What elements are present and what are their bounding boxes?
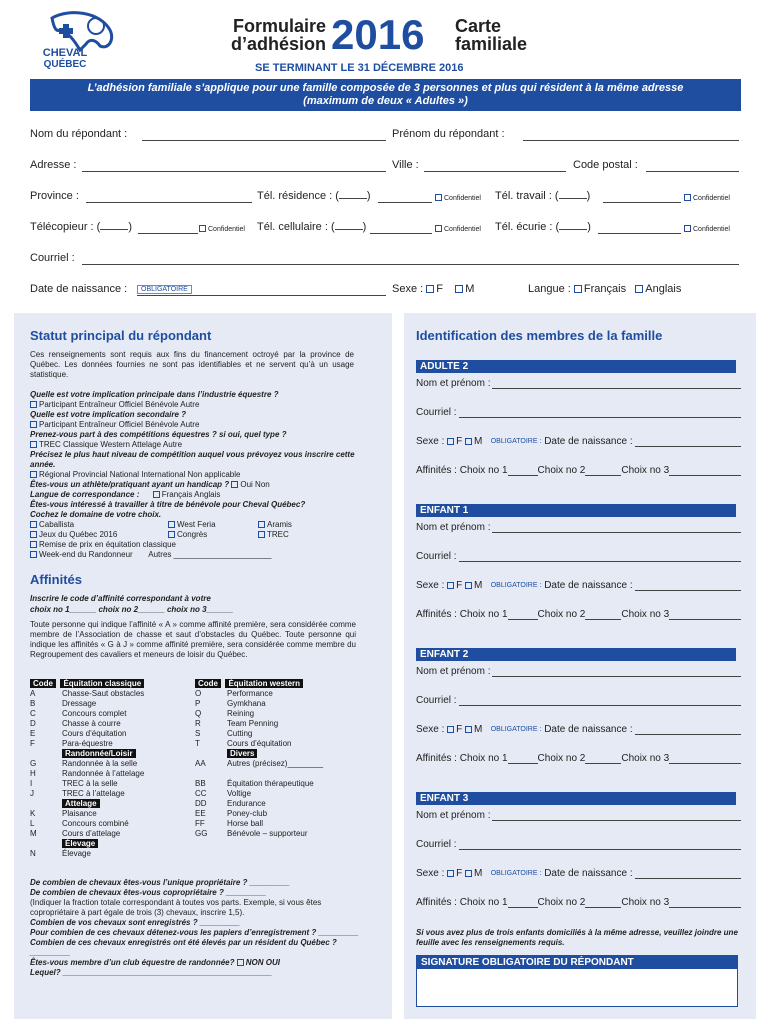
affinity-code-row — [195, 769, 355, 779]
affinity-code-row: I TREC à la selle — [30, 779, 118, 788]
affinity-code-row: S Cutting — [195, 729, 253, 738]
ville-label: Ville : — [392, 159, 419, 171]
member-courriel[interactable]: Courriel : — [416, 407, 741, 418]
affinity-code-row: DD Endurance — [195, 799, 266, 808]
statut-questions: Quelle est votre implication principale dans l’industrie équestre ? Participant Entraîneur Officiel Bénévole Autre Quelle est votre implication secondaire ? Participant Entraîneur Officiel Bénévole Autre Prenez-vous part à des compétitions équestres ? si oui, quel type ? TREC Classique Western Attelage Autre Précisez le plus haut niveau de compétition auquel vous prévoyez vous inscrire cette année. Régional Provincial National International Non applicable Êtes-vous un athlète/pratiquant ayant un handicap ? Oui Non Langue de correspondance : Français Anglais Êtes-vous intéressé à travailler à titre de bénévole pour Cheval Québec? Cochez le domaine de votre choix. Caballista West Feria Aramis Jeux du Québec 2016 Congrès TREC Remise de prix en équitation classique Week-end du Randonneur Autres ______________________ — [30, 390, 355, 559]
tel-cell-label: Tél. cellulaire : ( ) — [257, 221, 367, 233]
affinity-code-row: M Cours d’attelage — [30, 829, 121, 838]
affinity-code-row: EE Poney-club — [195, 809, 268, 818]
banner: L’adhésion familiale s’applique pour une famille composée de 3 personnes et plus qui résident à la même adresse (maximum de deux « Adultes ») — [30, 79, 741, 111]
tel-res-confidentiel[interactable]: Confidentiel — [435, 192, 481, 202]
naissance-obligatoire: OBLIGATOIRE — [137, 283, 192, 293]
province-label: Province : — [30, 190, 79, 202]
logo-text: CHEVAL QUÉBEC — [42, 47, 88, 70]
adresse-label: Adresse : — [30, 159, 77, 171]
member-affinites[interactable]: Affinités : Choix no 1 Choix no 2 Choix no 3 — [416, 465, 741, 476]
langue-fr-checkbox[interactable] — [574, 285, 582, 293]
ville-field[interactable] — [424, 171, 566, 172]
chevaux-questions: De combien de chevaux êtes-vous l’unique propriétaire ? _________ De combien de chevaux êtes-vous copropriétaire ? _________ (Indiquer la fraction totale correspondant à toutes vos parts. Exemple, si vous êtes copropriétaire à part égale de trois (3) chevaux, inscrire 1,5). Combien de vos chevaux sont enregistrés ? _________ Pour combien de ces chevaux détenez-vous les papiers d’enregistrement ? _________ Combien de ces chevaux enregistrés ont été élevés par un résident du Québec ? _________ Êtes-vous membre d’un club équestre de randonnée? NON OUI Lequel? _______________________________________________ — [30, 878, 359, 977]
sexe-f-checkbox[interactable] — [426, 285, 434, 293]
member-affinites[interactable]: Affinités : Choix no 1 Choix no 2 Choix no 3 — [416, 753, 741, 764]
member-title: ENFANT 3 — [416, 792, 736, 805]
prenom-label: Prénom du répondant : — [392, 128, 505, 140]
member-title: ADULTE 2 — [416, 360, 736, 373]
affinity-code-row: BB Équitation thérapeutique — [195, 779, 314, 788]
year: 2016 — [331, 11, 425, 58]
prenom-field[interactable] — [523, 140, 739, 141]
title-left: Formulaire d’adhésion — [230, 16, 326, 54]
affinity-code-row: P Gymkhana — [195, 699, 266, 708]
affinity-code-row: L Concours combiné — [30, 819, 129, 828]
member-block — [416, 648, 741, 764]
affinity-code-row: G Randonnée à la selle — [30, 759, 138, 768]
affinites-instr: Inscrire le code d’affinité correspondant à votre — [30, 594, 211, 603]
tel-travail-label: Tél. travail : ( ) — [495, 190, 591, 202]
affinites-choix[interactable]: choix no 1______ choix no 2______ choix no 3______ — [30, 605, 234, 614]
affinites-desc: Toute personne qui indique l’affinité « A » comme affinité première, sera considérée comme membre de l’Association de chasse et saut d’obstacles du Québec. Toute personne qui indique les affinités « G à J » comme affinité première, sera considérée comme membre du Regroupement des cavaliers et meneurs de loisir du Québec. — [30, 620, 356, 659]
ending-date: SE TERMINANT LE 31 DÉCEMBRE 2016 — [255, 62, 464, 74]
tel-travail-confidentiel[interactable]: Confidentiel — [684, 192, 730, 202]
tel-ecurie-field[interactable] — [598, 233, 681, 234]
member-courriel[interactable]: Courriel : — [416, 695, 741, 706]
tel-travail-field[interactable] — [603, 202, 681, 203]
member-block — [416, 360, 741, 476]
member-title: ENFANT 1 — [416, 504, 736, 517]
affinity-code-row: H Randonnée à l’attelage — [30, 769, 145, 778]
affinity-code-row: E Cours d’équitation — [30, 729, 127, 738]
code-postal-label: Code postal : — [573, 159, 638, 171]
member-sexe: Sexe : F M OBLIGATOIRE : Date de naissance : — [416, 868, 741, 879]
nom-label: Nom du répondant : — [30, 128, 128, 140]
codes-western: Code Équitation western O Performance P Gymkhana Q Reining R Team Penning S Cutting T Cours d’équitation Divers AA Autres (précisez)________ BB Équitation thérapeutique CC Voltige DD Endurance EE Poney-club FF Horse ball GG Bénévole – supporteur — [195, 679, 355, 839]
affinity-code-row: N Élevage — [30, 849, 91, 858]
affinity-code-row: FF Horse ball — [195, 819, 264, 828]
tel-cell-confidentiel[interactable]: Confidentiel — [435, 223, 481, 233]
tel-ecurie-confidentiel[interactable]: Confidentiel — [684, 223, 730, 233]
affinity-code-row: CC Voltige — [195, 789, 252, 798]
member-courriel[interactable]: Courriel : — [416, 839, 741, 850]
tel-cell-field[interactable] — [370, 233, 432, 234]
codes-classique: Code Équitation classique A Chasse-Saut obstacles B Dressage C Concours complet D Chasse à courre E Cours d’équitation F Para-équestre Randonnée/Loisir G Randonnée à la selle H Randonnée à l’attelage I TREC à la selle J TREC à l’attelage Attelage K Plaisance L Concours combiné M Cours d’attelage Élevage N Élevage — [30, 679, 190, 859]
affinity-code-row: D Chasse à courre — [30, 719, 121, 728]
telecopieur-confidentiel[interactable]: Confidentiel — [199, 223, 245, 233]
langue-en-checkbox[interactable] — [635, 285, 643, 293]
telecopieur-field[interactable] — [138, 233, 198, 234]
telecopieur-label: Télécopieur : ( ) — [30, 221, 132, 233]
title-right: Carte familiale — [455, 16, 528, 54]
member-nom[interactable]: Nom et prénom : — [416, 522, 741, 533]
affinity-code-row: R Team Penning — [195, 719, 279, 728]
member-affinites[interactable]: Affinités : Choix no 1 Choix no 2 Choix no 3 — [416, 897, 741, 908]
member-block — [416, 792, 741, 908]
affinity-code-row: A Chasse-Saut obstacles — [30, 689, 145, 698]
langue-row: Langue : Français Anglais — [528, 283, 682, 295]
affinity-code-row: GG Bénévole – supporteur — [195, 829, 308, 838]
affinity-code-row: AA Autres (précisez)________ — [195, 759, 324, 768]
member-block — [416, 504, 741, 620]
courriel-label: Courriel : — [30, 252, 75, 264]
statut-title: Statut principal du répondant — [30, 328, 212, 343]
affinity-code-row: K Plaisance — [30, 809, 97, 818]
tel-res-field[interactable] — [378, 202, 432, 203]
province-field[interactable] — [86, 202, 252, 203]
sexe-row: Sexe : F M — [392, 283, 475, 295]
affinity-code-row: T Cours d’équitation — [195, 739, 292, 748]
code-postal-field[interactable] — [646, 171, 739, 172]
affinity-code-row: O Performance — [195, 689, 273, 698]
member-sexe: Sexe : F M OBLIGATOIRE : Date de naissance : — [416, 724, 741, 735]
member-sexe: Sexe : F M OBLIGATOIRE : Date de naissance : — [416, 436, 741, 447]
nom-field[interactable] — [142, 140, 386, 141]
member-sexe: Sexe : F M OBLIGATOIRE : Date de naissance : — [416, 580, 741, 591]
signature-box[interactable] — [416, 955, 738, 1007]
tel-ecurie-label: Tél. écurie : ( ) — [495, 221, 591, 233]
affinites-title: Affinités — [30, 572, 82, 587]
member-nom[interactable]: Nom et prénom : — [416, 810, 741, 821]
member-affinites[interactable]: Affinités : Choix no 1 Choix no 2 Choix no 3 — [416, 609, 741, 620]
affinity-code-row: Q Reining — [195, 709, 255, 718]
courriel-field[interactable] — [82, 264, 739, 265]
affinity-code-row: F Para-équestre — [30, 739, 113, 748]
member-title: ENFANT 2 — [416, 648, 736, 661]
note-enfants: Si vous avez plus de trois enfants domiciliés à la même adresse, veuillez joindre une feuille avec les renseignements requis. — [416, 928, 738, 947]
tel-res-label: Tél. résidence : ( ) — [257, 190, 371, 202]
panel-divider — [392, 313, 404, 1019]
naissance-field[interactable] — [137, 295, 386, 296]
naissance-label: Date de naissance : — [30, 283, 128, 295]
affinity-code-row: C Concours complet — [30, 709, 127, 718]
affinity-code-row: J TREC à l’attelage — [30, 789, 125, 798]
member-nom[interactable]: Nom et prénom : — [416, 666, 741, 677]
adresse-field[interactable] — [82, 171, 386, 172]
membres-title: Identification des membres de la famille — [416, 328, 663, 343]
affinity-code-row: B Dressage — [30, 699, 97, 708]
statut-desc: Ces renseignements sont requis aux fins du financement octroyé par la province de Québec. Les données fournies ne sont pas identifiables et ne servent qu’à un usage statistique. — [30, 350, 354, 379]
signature-title: SIGNATURE OBLIGATOIRE DU RÉPONDANT — [417, 956, 737, 969]
sexe-m-checkbox[interactable] — [455, 285, 463, 293]
member-courriel[interactable]: Courriel : — [416, 551, 741, 562]
member-nom[interactable]: Nom et prénom : — [416, 378, 741, 389]
